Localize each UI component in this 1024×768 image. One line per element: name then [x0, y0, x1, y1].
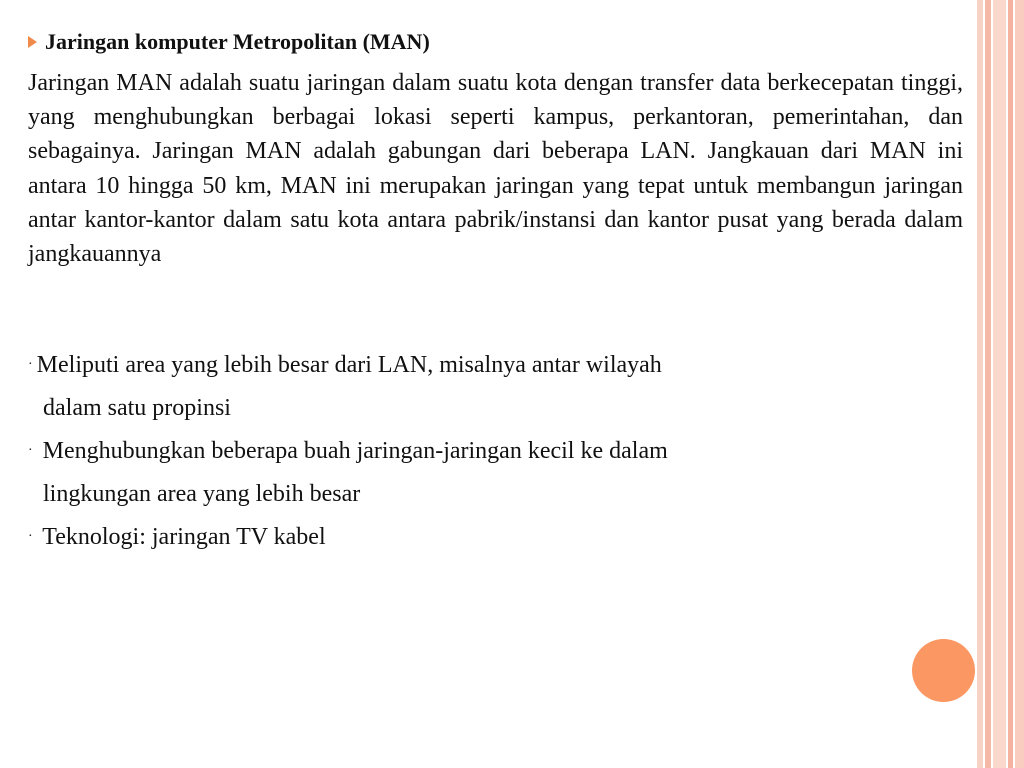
bullet-dot-icon: · [28, 357, 33, 372]
bullet-dot-icon: · [28, 443, 33, 458]
bullet-item [28, 348, 662, 386]
bullet-continuation: lingkungan area yang lebih besar [43, 481, 361, 507]
heading-text: Jaringan komputer Metropolitan (MAN) [45, 29, 430, 54]
bullet-dot-icon: · [28, 529, 33, 544]
bullet-text: Teknologi: jaringan TV kabel [42, 524, 326, 550]
bullet-item [28, 520, 326, 558]
bullet-continuation: dalam satu propinsi [43, 395, 231, 421]
decorative-circle [912, 639, 975, 702]
stripe [993, 0, 1006, 768]
bullet-text: Menghubungkan beberapa buah jaringan-jaringan kecil ke dalam [42, 438, 668, 464]
bullet-item [28, 434, 668, 472]
arrow-bullet-icon [28, 36, 37, 48]
bullet-text: Meliputi area yang lebih besar dari LAN, misalnya antar wilayah [36, 352, 662, 378]
slide-heading [28, 28, 430, 56]
body-paragraph: Jaringan MAN adalah suatu jaringan dalam suatu kota dengan transfer data berkecepatan tinggi, yang menghubungkan berbagai lokasi seperti kampus, perkantoran, pemerintahan, dan sebagainya. Jaringan MAN adalah gabungan dari beberapa LAN. Jangkauan dari MAN ini antara 10 hingga 50 km, MAN ini merupakan jaringan yang tepat untuk membangun jaringan antar kantor-kantor dalam satu kota antara pabrik/instansi dan kantor pusat yang berada dalam jangkauannya [28, 70, 963, 268]
decorative-stripes [977, 0, 1024, 768]
stripe [1015, 0, 1024, 768]
